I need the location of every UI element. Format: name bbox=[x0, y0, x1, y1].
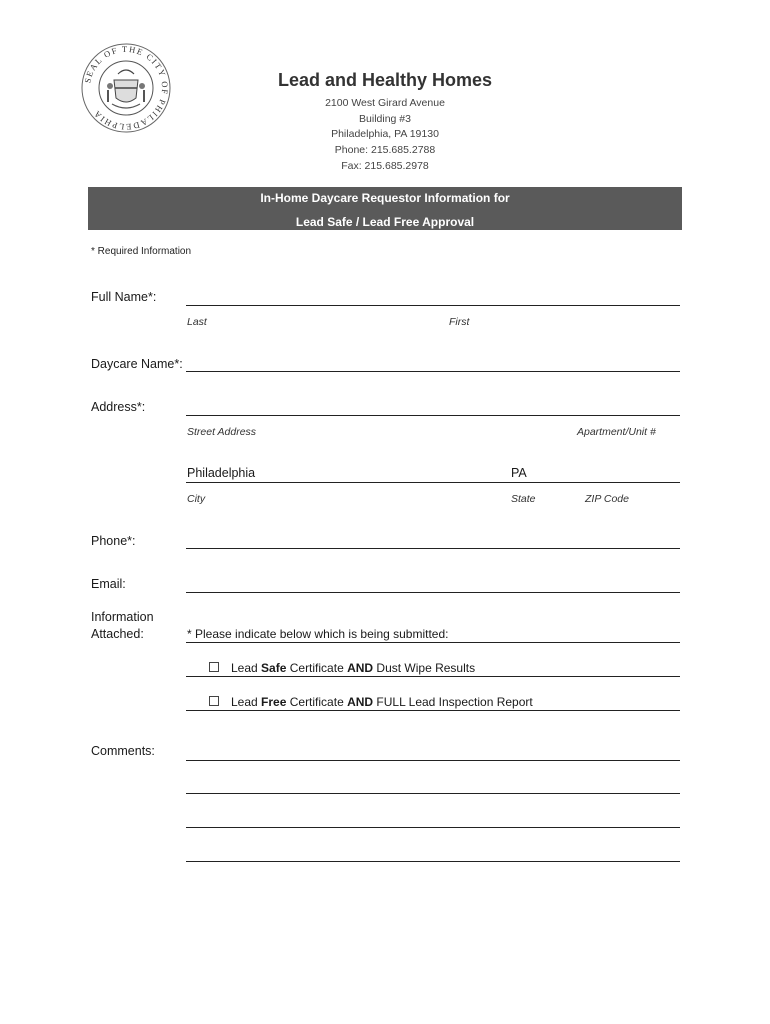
email-label: Email: bbox=[91, 577, 126, 591]
street-address-field[interactable] bbox=[186, 415, 680, 416]
city-state-zip-field[interactable] bbox=[186, 482, 680, 483]
daycare-name-label: Daycare Name*: bbox=[91, 357, 183, 371]
address-line-3: Philadelphia, PA 19130 bbox=[331, 128, 439, 140]
option-lead-free[interactable]: Lead Free Certificate AND FULL Lead Inspection Report bbox=[209, 695, 533, 709]
info-prompt: * Please indicate below which is being submitted: bbox=[187, 627, 449, 641]
comments-field-line-2[interactable] bbox=[186, 793, 680, 794]
section-banner bbox=[88, 187, 682, 230]
comments-field-line-3[interactable] bbox=[186, 827, 680, 828]
seal-text: SEAL OF THE CITY OF PHILADELPHIA bbox=[82, 43, 171, 133]
city-value: Philadelphia bbox=[187, 466, 256, 480]
first-name-caption: First bbox=[449, 316, 470, 328]
option-lead-free-line bbox=[186, 710, 680, 711]
required-note: * Required Information bbox=[91, 246, 192, 257]
city-caption: City bbox=[187, 493, 206, 505]
address-label: Address*: bbox=[91, 400, 146, 414]
option-lead-safe-line bbox=[186, 676, 680, 677]
fax-number: Fax: 215.685.2978 bbox=[341, 160, 429, 172]
info-label-line-1: Information bbox=[91, 610, 154, 624]
daycare-name-field[interactable] bbox=[186, 371, 680, 372]
phone-label: Phone*: bbox=[91, 534, 136, 548]
full-name-label: Full Name*: bbox=[91, 290, 157, 304]
comments-label: Comments: bbox=[91, 744, 155, 758]
option-lead-safe[interactable]: Lead Safe Certificate AND Dust Wipe Results bbox=[209, 661, 475, 675]
address-line-2: Building #3 bbox=[359, 113, 411, 125]
last-name-caption: Last bbox=[187, 316, 207, 328]
phone-number: Phone: 215.685.2788 bbox=[334, 144, 436, 156]
comments-field-line-4[interactable] bbox=[186, 861, 680, 862]
apartment-caption: Apartment/Unit # bbox=[577, 426, 656, 438]
banner-line-2: Lead Safe / Lead Free Approval bbox=[295, 215, 475, 229]
zip-caption: ZIP Code bbox=[585, 493, 629, 505]
page-title: Lead and Healthy Homes bbox=[277, 70, 493, 90]
state-caption: State bbox=[511, 493, 536, 505]
banner-line-1: In-Home Daycare Requestor Information for bbox=[260, 191, 510, 205]
info-prompt-line bbox=[186, 642, 680, 643]
full-name-field[interactable] bbox=[186, 305, 680, 306]
state-value: PA bbox=[511, 466, 527, 480]
lead-free-checkbox[interactable] bbox=[209, 696, 219, 706]
address-line-1: 2100 West Girard Avenue bbox=[325, 97, 445, 109]
lead-safe-checkbox[interactable] bbox=[209, 662, 219, 672]
info-label-line-2: Attached: bbox=[91, 627, 144, 641]
comments-field-line-1[interactable] bbox=[186, 760, 680, 761]
phone-field[interactable] bbox=[186, 548, 680, 549]
email-field[interactable] bbox=[186, 592, 680, 593]
street-address-caption: Street Address bbox=[187, 426, 257, 438]
